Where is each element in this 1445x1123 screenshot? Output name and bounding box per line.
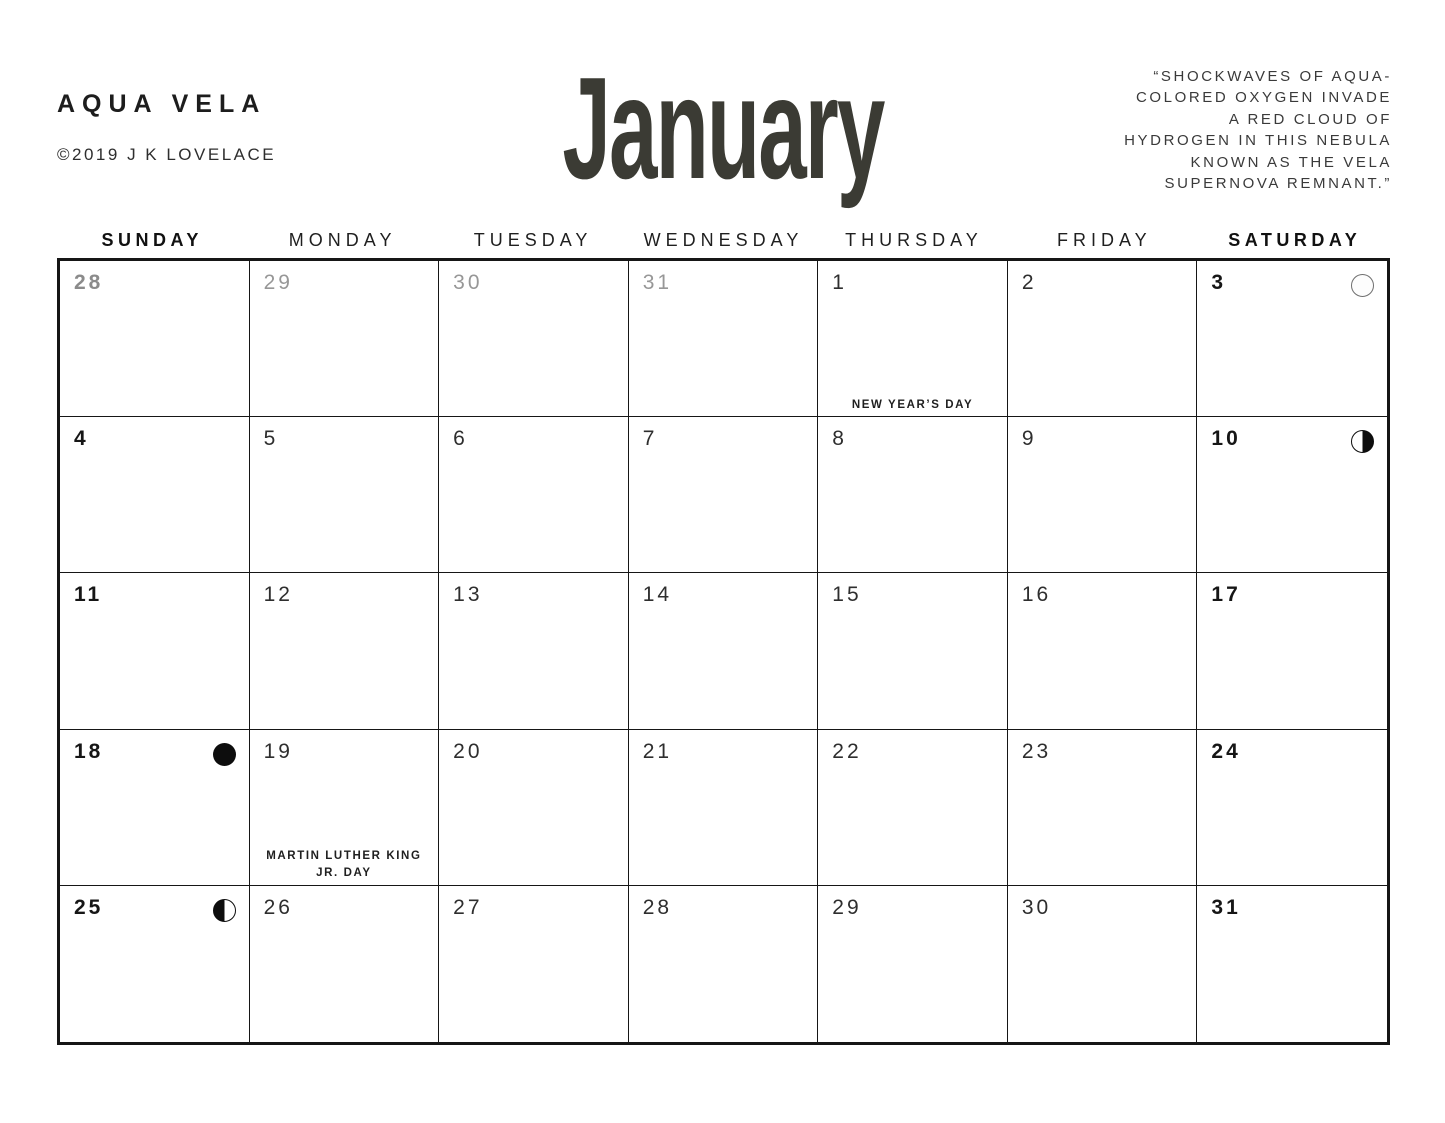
day-number: 6 xyxy=(453,427,468,451)
weekday-friday: FRIDAY xyxy=(1057,230,1152,250)
brand-block xyxy=(57,90,276,165)
day-number: 29 xyxy=(263,271,293,294)
calendar-cell xyxy=(818,261,1008,417)
calendar-cell xyxy=(1197,730,1387,886)
calendar-cell xyxy=(439,573,629,729)
calendar-cell xyxy=(629,730,819,886)
holiday-label: MARTIN LUTHER KING JR. DAY xyxy=(266,850,422,880)
day-number: 7 xyxy=(642,427,658,451)
day-number: 31 xyxy=(642,271,673,294)
calendar-cell xyxy=(60,886,250,1042)
day-number: 30 xyxy=(453,271,483,294)
day-number: 26 xyxy=(263,895,293,919)
holiday-label: NEW YEAR’S DAY xyxy=(851,398,974,411)
brand-name: AQUA VELA xyxy=(57,90,267,118)
calendar-cell xyxy=(818,417,1008,573)
day-number: 1 xyxy=(832,271,847,294)
copyright-text: ©2019 J K LOVELACE xyxy=(57,145,277,164)
day-number: 3 xyxy=(1211,271,1227,294)
calendar-cell xyxy=(439,417,629,573)
calendar-cell xyxy=(1008,261,1198,417)
calendar-cell xyxy=(439,886,629,1042)
weekday-wednesday: WEDNESDAY xyxy=(643,230,804,250)
calendar-cell xyxy=(629,573,819,729)
calendar-cell xyxy=(629,261,819,417)
last-quarter-moon-icon xyxy=(1351,430,1374,453)
day-number: 10 xyxy=(1211,427,1241,451)
month-title: January xyxy=(561,47,884,209)
day-number: 24 xyxy=(1211,739,1241,763)
calendar-cell xyxy=(1197,886,1387,1042)
calendar-cell xyxy=(629,886,819,1042)
quote-line: HYDROGEN IN THIS NEBULA xyxy=(1124,132,1392,150)
day-number: 11 xyxy=(74,583,103,607)
full-moon-icon xyxy=(1351,274,1374,297)
calendar-cell xyxy=(1197,417,1387,573)
day-number: 13 xyxy=(453,583,483,607)
day-number: 4 xyxy=(74,427,89,451)
quote-line: “SHOCKWAVES OF AQUA- xyxy=(1153,68,1392,85)
weekday-saturday: SATURDAY xyxy=(1228,230,1362,250)
day-number: 23 xyxy=(1021,739,1052,763)
day-number: 31 xyxy=(1211,895,1241,919)
calendar-cell xyxy=(818,573,1008,729)
calendar-cell xyxy=(818,730,1008,886)
day-number: 9 xyxy=(1021,427,1037,451)
day-number: 2 xyxy=(1021,271,1037,294)
calendar-cell xyxy=(250,261,440,417)
calendar-cell xyxy=(1008,417,1198,573)
weekday-monday: MONDAY xyxy=(288,230,397,250)
day-number: 28 xyxy=(642,895,673,919)
day-number: 17 xyxy=(1211,583,1241,607)
day-number: 27 xyxy=(453,895,483,919)
calendar-cell xyxy=(250,730,440,886)
first-quarter-moon-icon xyxy=(213,899,236,922)
day-number: 15 xyxy=(832,583,862,607)
calendar-cell xyxy=(250,417,440,573)
calendar-cell xyxy=(1008,730,1198,886)
calendar-grid xyxy=(57,258,1390,1045)
day-number: 5 xyxy=(263,427,279,451)
day-number: 8 xyxy=(832,427,847,451)
day-number: 16 xyxy=(1021,583,1052,607)
day-number: 14 xyxy=(642,583,673,607)
calendar-cell xyxy=(60,573,250,729)
weekday-thursday: THURSDAY xyxy=(845,230,983,250)
day-number: 18 xyxy=(74,739,104,763)
new-moon-icon xyxy=(213,743,236,766)
day-number: 22 xyxy=(832,739,862,763)
calendar-cell xyxy=(1008,573,1198,729)
day-number: 19 xyxy=(263,739,293,763)
weekday-tuesday: TUESDAY xyxy=(473,230,593,250)
weekday-header-row xyxy=(57,230,1390,251)
calendar-cell xyxy=(1197,261,1387,417)
day-number: 30 xyxy=(1021,895,1052,919)
calendar-cell xyxy=(439,730,629,886)
day-number: 29 xyxy=(832,895,862,919)
day-number: 25 xyxy=(74,895,104,919)
quote-line: SUPERNOVA REMNANT.” xyxy=(1164,175,1392,193)
day-number: 28 xyxy=(74,271,104,294)
calendar-cell xyxy=(439,261,629,417)
calendar-cell xyxy=(60,261,250,417)
weekday-sunday: SUNDAY xyxy=(101,230,203,250)
calendar-cell xyxy=(60,417,250,573)
day-number: 21 xyxy=(642,739,673,763)
nebula-quote xyxy=(1052,66,1392,195)
calendar-cell xyxy=(818,886,1008,1042)
day-number: 20 xyxy=(453,739,483,763)
calendar-cell xyxy=(1008,886,1198,1042)
calendar-cell xyxy=(250,886,440,1042)
calendar-cell xyxy=(60,730,250,886)
quote-line: COLORED OXYGEN INVADE xyxy=(1135,89,1392,107)
calendar-cell xyxy=(629,417,819,573)
day-number: 12 xyxy=(263,583,293,607)
quote-line: KNOWN AS THE VELA xyxy=(1190,153,1392,171)
calendar-cell xyxy=(250,573,440,729)
calendar-cell xyxy=(1197,573,1387,729)
quote-line: A RED CLOUD OF xyxy=(1228,110,1392,128)
